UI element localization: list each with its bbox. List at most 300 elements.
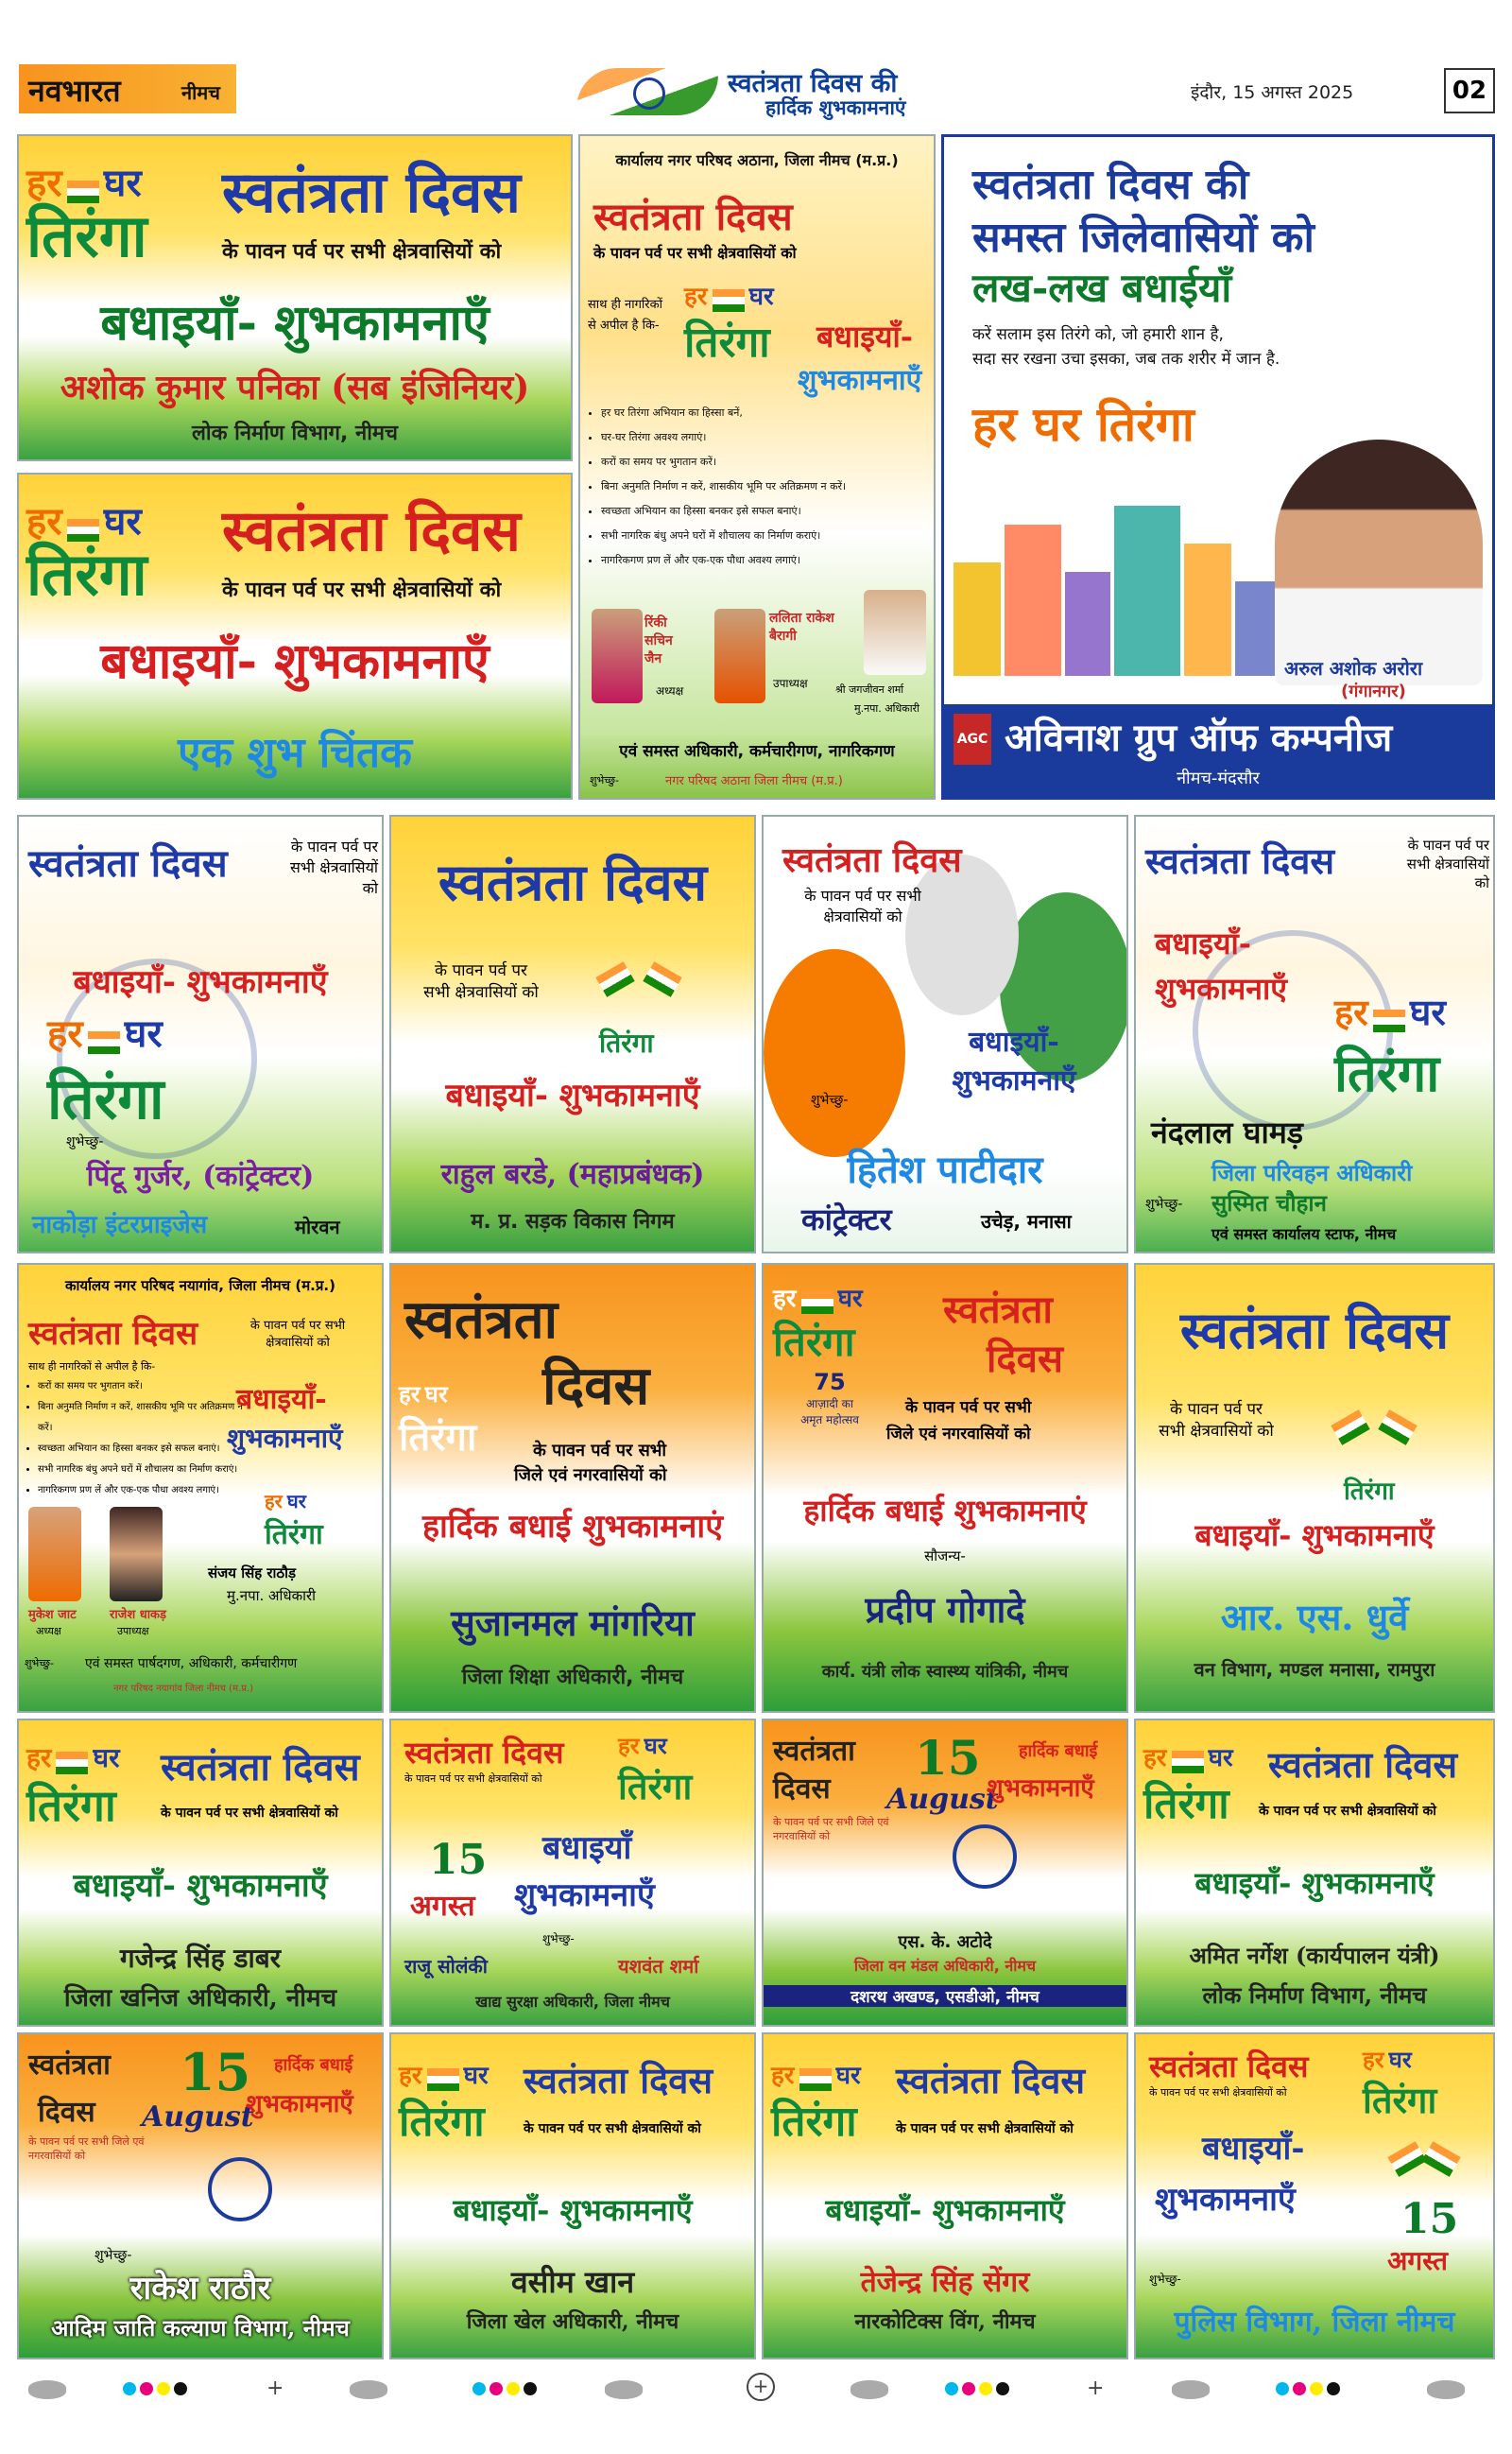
crossed-flags-icon <box>1325 1397 1438 1482</box>
logo-text-tiranga: तिरंगा <box>399 2098 485 2146</box>
greeting-a: बधाइयाँ- <box>236 1383 327 1416</box>
greeting: बधाइयाँ- शुभकामनाएँ <box>445 1077 700 1115</box>
appeal-item: • घर-घर तिरंगा अवश्य लगाएं। <box>601 425 885 450</box>
occasion-text: के पावन पर्व पर सभी क्षेत्रवासियों को <box>1159 1400 1274 1441</box>
date-15: 15 <box>1400 2195 1459 2243</box>
person3-name: श्री जगजीवन शर्मा <box>835 683 904 696</box>
sender-name: राकेश राठौर <box>129 2270 271 2307</box>
header-banner <box>576 60 983 123</box>
appeal-item: • करों का समय पर भुगतान करें। <box>601 450 885 475</box>
sender-dept: पुलिस विभाग, जिला नीमच <box>1174 2306 1455 2339</box>
color-dot <box>996 2382 1009 2395</box>
appeal-item: • बिना अनुमति निर्माण न करें, शासकीय भूमि पर अतिक्रमण न करें। <box>601 475 885 499</box>
ad-ashok-kumar-panika <box>17 134 573 461</box>
banner-line1: स्वतंत्रता दिवस की <box>728 69 898 98</box>
person3-role: मु.नपा. अधिकारी <box>854 702 919 715</box>
person-place: (गंगानगर) <box>1341 682 1406 701</box>
title: स्वतंत्रता दिवस <box>28 841 228 886</box>
har-ghar-tiranga-logo <box>1334 987 1446 1106</box>
logo-text-har: हर <box>26 1742 52 1773</box>
poem-line2: सदा सर रखना उचा इसका, जब तक शरीर में जान है. <box>972 350 1280 369</box>
appeal-item: • करों का समय पर भुगतान करें। <box>38 1376 246 1397</box>
logo-text-ghar: घर <box>463 2062 489 2090</box>
appeal-item: • स्वच्छता अभियान का हिस्सा बनकर इसे सफल बनाएं। <box>38 1439 246 1460</box>
sender-role: कार्य. यंत्री लोक स्वास्थ्य यांत्रिकी, नीमच <box>821 1662 1069 1682</box>
ad-amit-nargesh <box>1134 1719 1495 2027</box>
sender-sub: सुस्मित चौहान <box>1211 1190 1327 1217</box>
chakra-icon <box>208 2157 272 2221</box>
portrait-photo <box>110 1507 163 1601</box>
page-number: 02 <box>1444 68 1495 113</box>
color-dot <box>490 2382 503 2395</box>
date-month: August <box>142 2100 254 2134</box>
appeal-list <box>586 401 885 573</box>
appeal-item: • नागरिकगण प्रण लें और एक-एक पौधा अवश्य लगाएं। <box>38 1480 246 1501</box>
registration-mark <box>850 2380 888 2399</box>
title: स्वतंत्रता दिवस <box>593 195 793 239</box>
edition-name: नीमच <box>181 81 220 104</box>
logo-text-tiranga: तिरंगा <box>684 319 770 367</box>
greeting: बधाइयाँ- शुभकामनाएँ <box>100 294 490 352</box>
person1-role: अध्यक्ष <box>656 684 684 698</box>
crosshair-icon: + <box>266 2376 284 2400</box>
flag-icon <box>88 1031 120 1054</box>
greeting: बधाइयाँ- शुभकामनाएँ <box>825 2192 1065 2228</box>
logo-text-ghar: घर <box>286 1490 306 1512</box>
portrait-photo <box>864 590 926 675</box>
sender-name-2: दशरथ अखण्ड, एसडीओ, नीमच <box>764 1985 1126 2007</box>
sender-name: पिंटू गुर्जर, (कांट्रेक्टर) <box>86 1160 315 1193</box>
print-registration-strip <box>19 2375 1493 2412</box>
sender-label: शुभेच्छु- <box>542 1932 575 1945</box>
color-dot <box>507 2382 520 2395</box>
occasion-text: के पावन पर्व पर सभी क्षेत्रवासियों को <box>524 2121 701 2136</box>
greeting-b: शुभकामनाएँ <box>514 1876 655 1914</box>
greeting: बधाइयाँ- शुभकामनाएँ <box>453 2192 693 2228</box>
headline-3: लख-लख बधाईयाँ <box>972 265 1232 311</box>
color-dot <box>1293 2382 1306 2395</box>
occasion-text: के पावन पर्व पर सभी क्षेत्रवासियों को <box>289 838 378 897</box>
greeting-b: शुभकामनाएँ <box>987 1774 1094 1803</box>
title-2: दिवस <box>542 1355 650 1417</box>
occasion-line1: के पावन पर्व पर सभी <box>905 1398 1032 1417</box>
date-month: अगस्त <box>410 1890 475 1923</box>
occasion-text: के पावन पर्व पर सभी क्षेत्रवासियों को <box>249 1319 346 1350</box>
person-photo <box>1275 440 1483 685</box>
logo-text-tiranga: तिरंगा <box>47 1066 164 1132</box>
color-dot <box>1276 2382 1289 2395</box>
occasion-line2: जिले एवं नगरवासियों को <box>514 1465 667 1485</box>
person1-name: रिंकी सचिन जैन <box>644 615 673 666</box>
logo-text-ghar: घर <box>835 2062 861 2090</box>
logo-text-tiranga: तिरंगा <box>618 1766 693 1807</box>
sender-label: शुभेच्छु- <box>811 1093 849 1108</box>
masthead <box>19 64 236 113</box>
title: स्वतंत्रता दिवस <box>1268 1743 1458 1786</box>
color-dot <box>174 2382 187 2395</box>
occasion-text: के पावन पर्व पर सभी क्षेत्रवासियों को <box>161 1806 338 1821</box>
color-dot <box>140 2382 153 2395</box>
logo-text-ghar: घर <box>93 1742 120 1773</box>
title-2: दिवस <box>38 2096 95 2129</box>
har-ghar-tiranga-logo <box>26 155 147 270</box>
poem-line1: करें सलाम इस तिरंगे को, जो हमारी शान है, <box>972 325 1224 344</box>
date-month: August <box>886 1783 999 1816</box>
azadi-logo-line2: अमृत महोत्सव <box>800 1413 859 1426</box>
occasion-text: के पावन पर्व पर सभी क्षेत्रवासियों को <box>593 244 797 262</box>
footer-office: नगर परिषद नयागांव जिला नीमच (म.प्र.) <box>113 1684 254 1694</box>
occasion-text: के पावन पर्व पर सभी क्षेत्रवासियों को <box>222 240 502 264</box>
logo-text-har: हर <box>684 283 708 311</box>
headline-2: समस्त जिलेवासियों को <box>972 214 1314 262</box>
title: स्वतंत्रता दिवस <box>161 1745 360 1789</box>
appeal-item: • सभी नागरिक बंधु अपने घरों में शौचालय का निर्माण कराएं। <box>601 524 885 548</box>
logo-text-tiranga: तिरंगा <box>26 201 147 270</box>
color-dot <box>962 2382 975 2395</box>
occasion-text: के पावन पर्व पर सभी क्षेत्रवासियों को <box>1149 2086 1287 2099</box>
company-name: अविनाश ग्रुप ऑफ कम्पनीज <box>1005 717 1393 760</box>
ad-rs-dhurve <box>1134 1263 1495 1713</box>
logo-text-ghar: घर <box>124 1012 163 1056</box>
har-ghar-tiranga-logo <box>26 493 147 609</box>
sender-role: जिला खनिज अधिकारी, नीमच <box>63 1984 337 2013</box>
title: स्वतंत्रता दिवस <box>28 1315 198 1353</box>
greeting-a: हार्दिक बधाई <box>274 2055 353 2075</box>
sender-name-2: यशवंत शर्मा <box>618 1955 699 1978</box>
sender-label: शुभेच्छु- <box>1149 2273 1181 2286</box>
logo-text-har: हर <box>47 1012 83 1056</box>
logo-text-ghar: घर <box>1388 2047 1412 2073</box>
greeting-b: शुभकामनाएँ <box>246 2090 353 2118</box>
logo-text-har: हर <box>26 500 62 544</box>
ad-raju-solanki <box>389 1719 756 2027</box>
appeal-item: • सभी नागरिक बंधु अपने घरों में शौचालय का निर्माण कराएं। <box>38 1460 246 1480</box>
logo-text-tiranga: तिरंगा <box>26 1780 116 1831</box>
ad-rahul-barde <box>389 815 756 1253</box>
greeting: बधाइयाँ- शुभकामनाएँ <box>1194 1517 1435 1553</box>
dateline: इंदौर, 15 अगस्त 2025 <box>1191 82 1354 103</box>
sender-role: जिला खेल अधिकारी, नीमच <box>466 2309 679 2334</box>
date-month: अगस्त <box>1387 2245 1449 2276</box>
sender-staff: एवं समस्त कार्यालय स्टाफ, नीमच <box>1211 1225 1397 1243</box>
occasion-text: के पावन पर्व पर सभी क्षेत्रवासियों को <box>804 887 921 925</box>
har-ghar-tiranga-logo <box>47 1006 164 1135</box>
person-name: अरुल अशोक अरोरा <box>1284 657 1423 680</box>
crosshair-icon: + <box>1087 2376 1105 2400</box>
logo-text-ghar: घर <box>837 1285 863 1313</box>
title: स्वतंत्रता दिवस <box>1179 1300 1450 1360</box>
city-skyline-illustration <box>954 477 1275 676</box>
flag-icon <box>56 1752 88 1774</box>
logo-text-har: हर <box>399 2062 422 2090</box>
slogan: हर घर तिरंगा <box>972 397 1194 452</box>
sender-dept: नारकोटिक्स विंग, नीमच <box>854 2309 1036 2334</box>
appeal-item: • स्वच्छता अभियान का हिस्सा बनकर इसे सफल बनाएं। <box>601 499 885 524</box>
flag-icon <box>67 519 99 542</box>
person2-role: उपाध्यक्ष <box>117 1625 149 1637</box>
logo-text-har: हर <box>265 1490 283 1512</box>
person1-name: मुकेश जाट <box>28 1608 77 1622</box>
greeting-a: हार्दिक बधाई <box>1019 1741 1098 1761</box>
sender-name: राहुल बरडे, (महाप्रबंधक) <box>440 1158 705 1191</box>
title: स्वतंत्रता दिवस <box>404 1735 564 1771</box>
occasion-text: के पावन पर्व पर सभी क्षेत्रवासियों को <box>222 579 502 602</box>
title-1: स्वतंत्रता <box>943 1287 1053 1332</box>
greeting: बधाइयाँ- शुभकामनाएँ <box>952 1026 1076 1097</box>
appeal-intro: साथ ही नागरिकों से अपील है कि- <box>588 298 662 333</box>
sender-name: एक शुभ चिंतक <box>178 729 412 777</box>
appeal-item: • हर घर तिरंगा अभियान का हिस्सा बनें, <box>601 401 885 425</box>
logo-text-ghar: घर <box>103 500 142 544</box>
person2-name: ललिता राकेश बैरागी <box>769 611 834 644</box>
azadi-logo-line1: आज़ादी का <box>806 1397 853 1410</box>
greeting-b: शुभकामनाएँ <box>798 364 922 397</box>
company-city: नीमच-मंदसौर <box>1177 769 1260 788</box>
registration-mark <box>1172 2380 1210 2399</box>
greeting-a: बधाइयाँ- <box>1202 2130 1305 2168</box>
logo-text-tiranga: तिरंगा <box>399 1416 477 1460</box>
sender-label: शुभेच्छु- <box>66 1134 104 1149</box>
sender-name: तेजेन्द्र सिंह सेंगर <box>860 2266 1030 2299</box>
portrait-photo <box>28 1507 81 1601</box>
sender-place: मोरवन <box>295 1216 340 1238</box>
occasion-text: के पावन पर्व पर सभी क्षेत्रवासियों को <box>1259 1804 1436 1819</box>
greeting-a: बधाइयाँ- शुभकामनाएँ <box>1155 925 1288 1007</box>
sender-name: वसीम खान <box>510 2264 635 2300</box>
paper-name: नवभारत <box>28 73 121 109</box>
ad-wasim-khan <box>389 2032 756 2359</box>
sender-role: जिला शिक्षा अधिकारी, नीमच <box>461 1666 684 1689</box>
title: स्वतंत्रता दिवस <box>782 840 962 880</box>
appeal-list <box>25 1376 246 1501</box>
har-ghar-tiranga-logo <box>26 1739 120 1834</box>
flag-icon <box>801 1291 833 1314</box>
appeal-intro: साथ ही नागरिकों से अपील है कि- <box>28 1360 156 1373</box>
color-dot <box>157 2382 170 2395</box>
greeting: हार्दिक बधाई शुभकामनाएं <box>421 1508 724 1546</box>
ad-shubh-chintak <box>17 473 573 800</box>
logo-text-tiranga: तिरंगा <box>771 2098 857 2146</box>
title: स्वतंत्रता दिवस <box>524 2059 713 2101</box>
portrait-photo <box>592 609 643 703</box>
sender-dept: वन विभाग, मण्डल मनासा, रामपुरा <box>1194 1658 1435 1681</box>
logo-text-har: हर <box>771 2062 795 2090</box>
sender-name: आर. एस. धुर्वे <box>1220 1596 1409 1638</box>
greeting: बधाइयाँ- शुभकामनाएँ <box>73 1867 328 1905</box>
flag-icon <box>1373 1010 1405 1032</box>
ad-nandlal-ghamad <box>1134 815 1495 1253</box>
title: स्वतंत्रता दिवस <box>438 852 708 912</box>
title: स्वतंत्रता दिवस <box>1149 2048 1309 2084</box>
flag-icon <box>1172 1751 1204 1773</box>
har-ghar-tiranga-logo <box>1143 1739 1233 1830</box>
logo-text-har: हर <box>1334 992 1368 1033</box>
crossed-flags-icon <box>590 949 703 1034</box>
color-dot <box>1327 2382 1340 2395</box>
sender-name: अमित नर्गेश (कार्यपालन यंत्री) <box>1189 1942 1440 1969</box>
sender-role: जिला वन मंडल अधिकारी, नीमच <box>853 1957 1037 1975</box>
logo-text-tiranga: तिरंगा <box>26 540 147 609</box>
ad-pradeep-gogade <box>762 1263 1128 1713</box>
sender-name: हितेश पाटीदार <box>847 1148 1043 1192</box>
title-1: स्वतंत्रता <box>773 1735 855 1768</box>
logo-text-tiranga: तिरंगा <box>1334 1044 1440 1103</box>
sender-name: प्रदीप गोगादे <box>865 1588 1025 1631</box>
ad-pintu-gurjar <box>17 815 384 1253</box>
date-15: 15 <box>180 2042 251 2102</box>
logo-text-tiranga: तिरंगा <box>1363 2080 1437 2121</box>
har-ghar-tiranga-logo <box>618 1730 692 1810</box>
title: स्वतंत्रता दिवस <box>222 498 521 564</box>
color-dot <box>979 2382 992 2395</box>
sender-role: कांट्रेक्टर <box>801 1201 892 1237</box>
logo-text-ghar: घर <box>748 283 774 311</box>
ad-tejendra-singh-sengar <box>762 2032 1128 2359</box>
logo-text-har: हर <box>618 1733 640 1759</box>
logo-text-har: हर <box>1143 1744 1167 1772</box>
occasion-text: के पावन पर्व पर सभी जिले एवं नगरवासियों को <box>773 1816 889 1842</box>
har-ghar-tiranga-logo <box>1344 1473 1395 1507</box>
ad-police-vibhag <box>1134 2032 1495 2359</box>
sender-label: शुभेच्छु- <box>94 2248 132 2263</box>
title: स्वतंत्रता दिवस <box>1145 839 1335 882</box>
sender-firm: नाकोड़ा इंटरप्राइजेस <box>32 1211 208 1239</box>
greeting-b: शुभकामनाएँ <box>1155 2181 1296 2219</box>
title-2: दिवस <box>987 1337 1063 1381</box>
sender-place: उचेड़, मनासा <box>981 1210 1072 1233</box>
logo-text-har: हर <box>26 162 62 205</box>
har-ghar-tiranga-logo <box>1363 2044 1436 2124</box>
occasion-line1: के पावन पर्व पर सभी <box>533 1441 667 1460</box>
footer-office: नगर परिषद अठाना जिला नीमच (म.प्र.) <box>665 774 843 788</box>
registration-mark <box>28 2380 66 2399</box>
greeting-b: शुभकामनाएँ <box>227 1423 343 1454</box>
har-ghar-tiranga-logo <box>265 1488 323 1552</box>
footer-text: एवं समस्त अधिकारी, कर्मचारीगण, नागरिकगण <box>619 742 895 761</box>
sender-label: शुभेच्छु- <box>1145 1197 1183 1212</box>
har-ghar-tiranga-logo <box>599 1025 654 1061</box>
registration-mark <box>605 2380 643 2399</box>
flag-icon <box>799 2068 832 2091</box>
sender-dept: म. प्र. सड़क विकास निगम <box>471 1210 675 1234</box>
company-logo: AGC <box>954 714 991 765</box>
color-dot <box>1310 2382 1323 2395</box>
office-title: कार्यालय नगर परिषद नयागांव, जिला नीमच (म.प्र.) <box>65 1277 335 1294</box>
sender-name: गजेन्द्र सिंह डाबर <box>119 1943 282 1974</box>
flag-icon <box>713 289 745 312</box>
occasion-text: के पावन पर्व पर सभी जिले एवं नगरवासियों को <box>28 2135 145 2162</box>
title-1: स्वतंत्रता <box>28 2048 111 2082</box>
occasion-text: के पावन पर्व पर सभी क्षेत्रवासियों को <box>896 2121 1074 2136</box>
logo-text-ghar: घर <box>1208 1744 1233 1772</box>
har-ghar-tiranga-logo <box>399 1378 476 1461</box>
headline-1: स्वतंत्रता दिवस की <box>972 161 1249 209</box>
greeting-a: बधाइयाँ <box>542 1829 632 1867</box>
ad-sujanmal-mangariya <box>389 1263 756 1713</box>
ad-avinash-group <box>941 134 1495 800</box>
office-title: कार्यालय नगर परिषद अठाना, जिला नीमच (म.प्र.) <box>615 151 899 169</box>
registration-mark <box>1427 2380 1465 2399</box>
color-dot <box>472 2382 486 2395</box>
logo-text-ghar: घर <box>424 1381 448 1408</box>
logo-text-har: हर <box>399 1381 421 1408</box>
color-dot <box>123 2382 136 2395</box>
ad-nagar-parishad-athana <box>578 134 936 800</box>
ad-sk-atode <box>762 1719 1128 2027</box>
occasion-text: के पावन पर्व पर सभी क्षेत्रवासियों को <box>423 961 539 1002</box>
logo-text-tiranga: तिरंगा <box>1143 1780 1229 1828</box>
greeting: बधाइयाँ- शुभकामनाएँ <box>100 632 490 690</box>
har-ghar-tiranga-logo <box>399 2057 489 2148</box>
sender-dept: लोक निर्माण विभाग, नीमच <box>1202 1981 1427 2009</box>
logo-text-tiranga: तिरंगा <box>599 1028 654 1059</box>
sender-name: सुजानमल मांगरिया <box>451 1601 695 1644</box>
title-2: दिवस <box>773 1772 831 1806</box>
portrait-photo <box>714 609 765 703</box>
person1-role: अध्यक्ष <box>36 1625 61 1637</box>
color-dot <box>945 2382 958 2395</box>
greeting-a: बधाइयाँ- <box>816 319 914 354</box>
footer-label: शुभेच्छु- <box>590 774 619 786</box>
sender-dept: लोक निर्माण विभाग, नीमच <box>191 422 399 445</box>
sender-dept: आदिम जाति कल्याण विभाग, नीमच <box>51 2314 350 2342</box>
ad-hitesh-patidar <box>762 815 1128 1253</box>
date-15: 15 <box>429 1836 488 1884</box>
logo-text-ghar: घर <box>103 162 142 205</box>
greeting: बधाइयाँ- शुभकामनाएँ <box>73 963 328 1001</box>
occasion-text: के पावन पर्व पर सभी क्षेत्रवासियों को <box>404 1772 542 1785</box>
sender-name-1: राजू सोलंकी <box>404 1955 488 1978</box>
occasion-line2: जिले एवं नगरवासियों को <box>886 1425 1031 1443</box>
azadi-logo-number: 75 <box>814 1369 846 1395</box>
footer-label: शुभेच्छु- <box>25 1657 54 1669</box>
greeting: बधाइयाँ- शुभकामनाएँ <box>1194 1865 1435 1901</box>
logo-text-ghar: घर <box>644 1733 667 1759</box>
title-1: स्वतंत्रता <box>404 1288 558 1351</box>
person3-role: मु.नपा. अधिकारी <box>227 1587 316 1604</box>
chakra-icon <box>633 78 665 110</box>
sender-dept: खाद्य सुरक्षा अधिकारी, जिला नीमच <box>475 1993 670 2011</box>
occasion-text: के पावन पर्व पर सभी क्षेत्रवासियों को <box>1406 837 1489 891</box>
sender-role: जिला परिवहन अधिकारी <box>1211 1160 1413 1186</box>
logo-text-ghar: घर <box>1409 992 1446 1033</box>
ad-gajendra-singh-dabar <box>17 1719 384 2027</box>
appeal-item: • बिना अनुमति निर्माण न करें, शासकीय भूमि पर अतिक्रमण न करें। <box>38 1397 246 1439</box>
logo-text-har: हर <box>773 1285 797 1313</box>
ad-nagar-parishad-nayagaon <box>17 1263 384 1713</box>
crossed-flags-icon <box>1391 2138 1467 2195</box>
crosshair-icon: + <box>747 2373 775 2401</box>
title: स्वतंत्रता दिवस <box>222 160 521 226</box>
greeting: हार्दिक बधाई शुभकामनाएं <box>803 1493 1087 1529</box>
page-header <box>19 59 1493 125</box>
logo-text-har: हर <box>1363 2047 1384 2073</box>
date-15: 15 <box>915 1730 981 1786</box>
person3-name: संजय सिंह राठौड़ <box>208 1564 297 1581</box>
title: स्वतंत्रता दिवस <box>896 2059 1086 2101</box>
company-band <box>944 704 1492 799</box>
har-ghar-tiranga-logo <box>773 1280 863 1368</box>
azadi-logo <box>782 1369 877 1427</box>
saujanya-label: सौजन्य- <box>924 1547 966 1564</box>
appeal-item: • नागरिकगण प्रण लें और एक-एक पौधा अवश्य लगाएं। <box>601 548 885 573</box>
person2-role: उपाध्यक्ष <box>773 677 808 690</box>
chakra-icon <box>953 1824 1017 1889</box>
logo-text-tiranga: तिरंगा <box>1344 1478 1395 1506</box>
har-ghar-tiranga-logo <box>684 278 774 369</box>
har-ghar-tiranga-logo <box>771 2057 861 2148</box>
footer-text: एवं समस्त पार्षदगण, अधिकारी, कर्मचारीगण <box>85 1656 298 1671</box>
